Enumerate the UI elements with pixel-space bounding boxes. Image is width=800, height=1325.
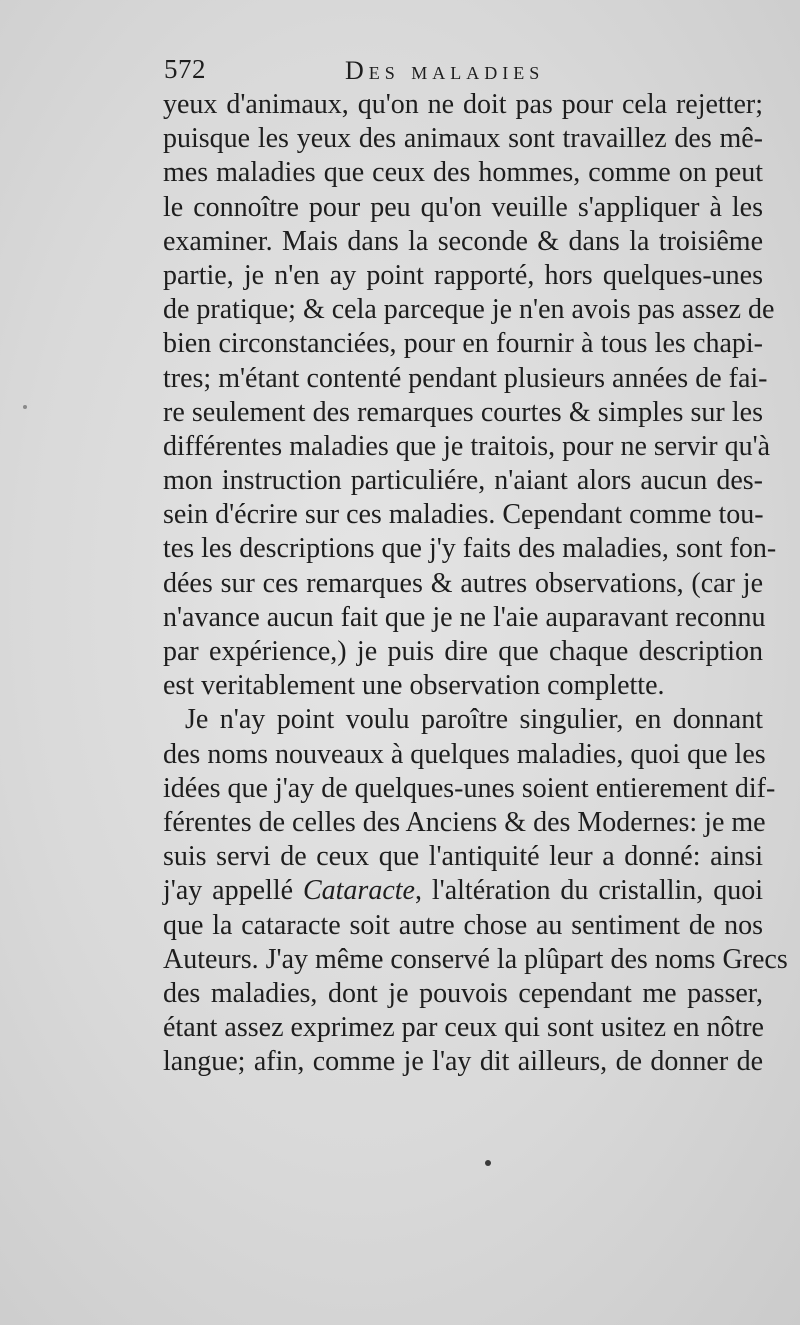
paragraph-1 bbox=[163, 88, 777, 703]
text-line: Je n'ay point voulu paroître singulier, en donnant bbox=[185, 704, 763, 736]
text-line: bien circonstanciées, pour en fournir à tous les chapi- bbox=[163, 328, 763, 360]
text-line: étant assez exprimez par ceux qui sont usitez en nôtre bbox=[163, 1012, 764, 1044]
text-line: dées sur ces remarques & autres observations, (car je bbox=[163, 567, 763, 599]
body-text bbox=[163, 88, 788, 1079]
running-title: Des maladies bbox=[345, 56, 545, 85]
text-line: idées que j'ay de quelques-unes soient entierement dif- bbox=[163, 772, 776, 804]
text-line: tres; m'étant contenté pendant plusieurs années de fai- bbox=[163, 362, 768, 394]
text-line: des noms nouveaux à quelques maladies, quoi que les bbox=[163, 738, 766, 770]
italic-term: Cataracte bbox=[302, 875, 415, 907]
text-line: partie, je n'en ay point rapporté, hors quelques-unes bbox=[163, 259, 763, 291]
text-line: que la cataracte soit autre chose au sentiment de nos bbox=[163, 909, 763, 941]
text-line: par expérience,) je puis dire que chaque description bbox=[163, 636, 763, 667]
text-line: examiner. Mais dans la seconde & dans la troisiême bbox=[163, 225, 763, 257]
text-line: mes maladies que ceux des hommes, comme on peut bbox=[163, 157, 763, 189]
text-line: férentes de celles des Anciens & des Modernes: je me bbox=[163, 806, 766, 838]
paragraph-2 bbox=[163, 703, 788, 1079]
text-line: Auteurs. J'ay même conservé la plûpart des noms Grecs bbox=[163, 943, 788, 975]
page-number: 572 bbox=[164, 54, 206, 84]
text-line: le connoître pour peu qu'on veuille s'appliquer à les bbox=[163, 191, 763, 223]
text-line: est veritablement une observation complette. bbox=[163, 670, 665, 702]
text-line: re seulement des remarques courtes & simples sur les bbox=[163, 396, 763, 428]
text-line: mon instruction particuliére, n'aiant alors aucun des- bbox=[163, 465, 763, 497]
page-header bbox=[160, 54, 760, 90]
text-line: de pratique; & cela parceque je n'en avois pas assez de bbox=[163, 294, 775, 326]
paper-speck bbox=[23, 405, 27, 409]
text-line: suis servi de ceux que l'antiquité leur a donné: ainsi bbox=[163, 841, 763, 873]
text-line: différentes maladies que je traitois, pour ne servir qu'à bbox=[163, 430, 771, 462]
text-line: puisque les yeux des animaux sont travaillez des mê- bbox=[163, 123, 763, 155]
text-line: n'avance aucun fait que je ne l'aie auparavant reconnu bbox=[163, 601, 766, 633]
text-line: j'ay appellé Cataracte, l'altération du cristallin, quoi bbox=[163, 875, 763, 907]
text-line: des maladies, dont je pouvois cependant me passer, bbox=[163, 977, 763, 1009]
text-line: tes les descriptions que j'y faits des maladies, sont fon- bbox=[163, 533, 777, 565]
text-line: yeux d'animaux, qu'on ne doit pas pour cela rejetter; bbox=[163, 89, 763, 120]
ink-dot bbox=[485, 1160, 491, 1166]
text-line: langue; afin, comme je l'ay dit ailleurs, de donner de bbox=[163, 1046, 763, 1078]
text-line: sein d'écrire sur ces maladies. Cependant comme tou- bbox=[163, 499, 764, 531]
